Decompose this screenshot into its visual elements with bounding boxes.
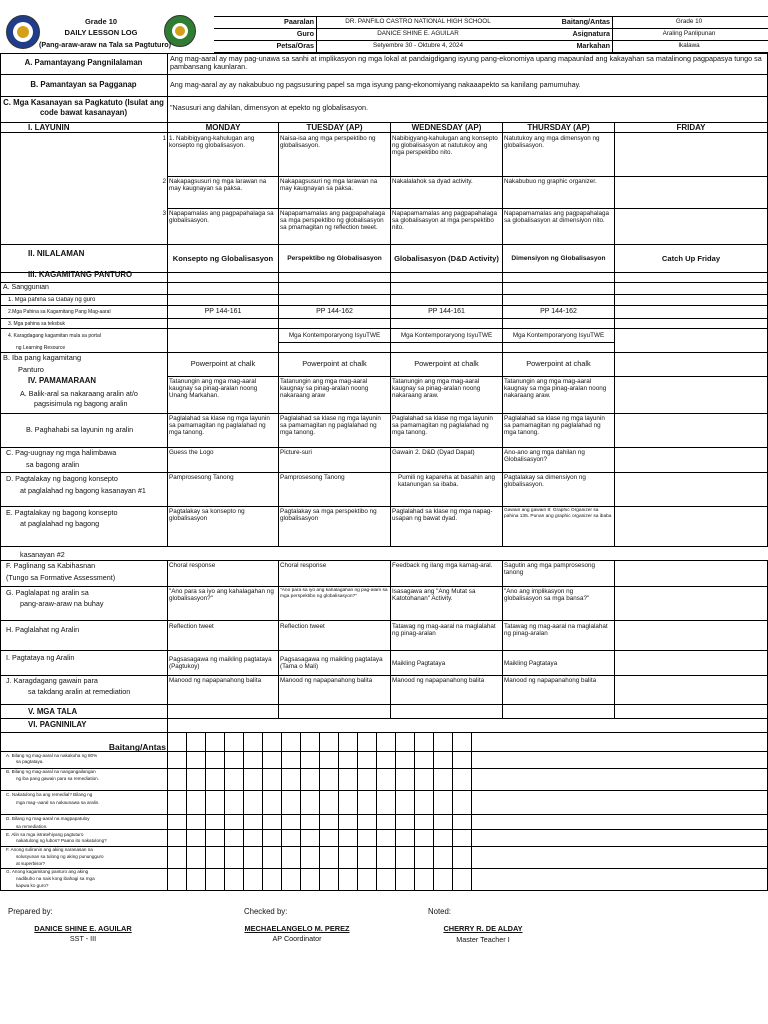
- pamamaraan-row-label: J. Karagdagang gawain para: [6, 677, 98, 685]
- pamamaraan-row-label: A. Balik-aral sa nakaraang aralin at/o: [20, 390, 138, 398]
- layunin-cell: 1. Nabibigyang-kahulugan ang konsepto ng globalisasyon.: [169, 135, 255, 150]
- pagninilay-item: sa pagtataya.: [16, 759, 44, 764]
- layunin-cell: Nakapagsusuri ng mga larawan na may kaugnayan sa paksa.: [280, 178, 378, 193]
- day-tuesday: TUESDAY (AP): [306, 123, 363, 132]
- standard-label-a: A. Pamantayang Pangnilalaman: [24, 58, 143, 67]
- pamamaraan-cell: Reflection tweet: [280, 623, 325, 630]
- grid-line: [452, 732, 453, 890]
- grid-line: [167, 732, 168, 890]
- grade-title: Grade 10: [84, 18, 118, 26]
- pamamaraan-row-label: H. Paglalahat ng Aralin: [6, 626, 80, 634]
- teksbuk-cell: Mga Kontemporaryong IsyuTWE: [512, 332, 605, 339]
- pamamaraan-cell: "Ano ang implikasyon ng globalisasyon sa mga bansa?": [504, 588, 590, 603]
- pamamaraan-row-label: B. Paghahabi sa layunin ng aralin: [26, 426, 134, 434]
- pamamaraan-cell: Manood ng napapanahong balita: [392, 677, 485, 684]
- grid-line: [376, 732, 377, 890]
- pamamaraan-row-label: I. Pagtataya ng Aralin: [6, 654, 75, 662]
- field-value-asignatura: Araling Panlipunan: [662, 30, 716, 37]
- prepared-name: DANICE SHINE E. AGUILAR: [34, 925, 132, 933]
- layunin-cell: Naisa-isa ang mga perspektibo ng globalisasyon.: [280, 135, 376, 150]
- nilalaman-cell: Dimensiyon ng Globalisasyon: [511, 255, 606, 262]
- pamamaraan-cell: Pagtalakay sa dimensiyon ng globalisasyon.: [504, 474, 586, 489]
- pamamaraan-cell: Tatawag ng mag-aaral na maglalahat ng pinag-aralan: [504, 623, 608, 638]
- field-label-asignatura: Asignatura: [572, 30, 610, 38]
- nilalaman-cell: Catch Up Friday: [661, 254, 721, 263]
- teksbuk-label: 3. Mga pahina sa teksbuk: [8, 321, 65, 327]
- field-label-baitang: Baitang/Antas: [561, 18, 610, 26]
- pages-cell: PP 144-161: [428, 308, 465, 315]
- pamamaraan-row-label: pang-araw-araw na buhay: [20, 600, 104, 608]
- pages-cell: PP 144-162: [540, 308, 577, 315]
- kasanayan-2-label: kasanayan #2: [20, 551, 65, 559]
- pamamaraan-cell: Gawain ang gawain 8: Graphic Organizer sa pahina 135. Punan ang graphic organizer sa ibaba: [504, 508, 612, 519]
- portal-label-2: ng Learning Resource: [16, 345, 66, 351]
- grid-line: [224, 732, 225, 890]
- iba-cell: Powerpoint at chalk: [302, 360, 367, 368]
- pamamaraan-cell: Paglalahad sa klase ng mga layunin sa pamamagitan ng paglalahad ng mga tanong.: [392, 415, 493, 437]
- field-value-paaralan: DR. PANFILO CASTRO NATIONAL HIGH SCHOOL: [345, 18, 491, 25]
- day-monday: MONDAY: [205, 123, 241, 132]
- pamamaraan-cell: Ano-ano ang mga dahilan ng Globalisasyon?: [504, 449, 585, 464]
- checked-title: AP Coordinator: [272, 935, 322, 943]
- pamamaraan-cell: Pagsasagawa ng maikling pagtataya (Pagtukoy): [169, 656, 272, 671]
- prepared-title: SST - III: [69, 935, 97, 943]
- pamamaraan-cell: Guess the Logo: [169, 449, 214, 456]
- pagninilay-item: kapwa ko guro?: [16, 883, 49, 888]
- standard-text-b: Ang mag-aaral ay ay nakabubuo ng pagsusuring papel sa mga isyung pang-ekonomiyang nakaaapekto sa kanilang pamumuhay.: [170, 81, 581, 89]
- grid-line: [395, 732, 396, 890]
- pamamaraan-row-label: E. Pagtalakay ng bagong konsepto: [6, 509, 118, 517]
- pagninilay-item: A. Bilang ng mag-aaral na nakakuha ng 80%: [6, 753, 98, 758]
- pamamaraan-cell: Paglalahad sa klase ng mga layunin sa pamamagitan ng paglalahad ng mga tanong.: [504, 415, 605, 437]
- noted-title: Master Teacher I: [456, 936, 510, 944]
- pagninilay-item: D. Bilang ng mag-aaral na magpapatuloy: [6, 816, 90, 821]
- pamamaraan-label: IV. PAMAMARAAN: [28, 376, 97, 385]
- pamamaraan-row-label: at paglalahad ng bagong: [20, 520, 100, 528]
- pamamaraan-cell: Feedback ng ilang mga kamag-aral.: [392, 562, 493, 569]
- pamamaraan-cell: Manood ng napapanahong balita: [280, 677, 373, 684]
- kagamitan-mag-aaral-label: 2.Mga Pahina sa Kagamitang Pang Mag-aaral: [8, 309, 111, 315]
- layunin-cell: Napapamalas ang pagpapahalaga sa globalisasyon.: [169, 210, 274, 225]
- standard-text-c: "Nasusuri ang dahilan, dimensyon at epekto ng globalisasyon.: [170, 104, 368, 112]
- prepared-by-label: Prepared by:: [8, 907, 53, 916]
- pagninilay-item: ng iba pang gawain para sa remediation.: [16, 776, 99, 781]
- layunin-cell: Natutukoy ang mga dimensyon ng globalisasyon.: [504, 135, 600, 150]
- pamamaraan-row-label: D. Pagtalakay ng bagong konsepto: [6, 475, 118, 483]
- checked-by-label: Checked by:: [244, 907, 288, 916]
- nilalaman-cell: Globalisasyon (D&D Activity): [394, 254, 499, 263]
- layunin-cell: Nakabubuo ng graphic organizer.: [504, 178, 597, 185]
- field-value-guro: DANICE SHINE E. AGUILAR: [377, 30, 459, 37]
- pamamaraan-cell: Tatanungin ang mga mag-aaral kaugnay sa pinag-aralan noong Unang Markahan.: [169, 378, 258, 400]
- grid-line: [0, 829, 768, 830]
- grid-line: [262, 732, 263, 890]
- pagninilay-item: at superbisor?: [16, 861, 46, 866]
- field-label-petsa: Petsa/Oras: [276, 42, 314, 50]
- nilalaman-cell: Perspektibo ng Globalisasyon: [287, 255, 382, 262]
- pamamaraan-row-label: F. Paglinang sa Kabihasnan: [6, 562, 96, 570]
- pagninilay-item: sa remediation.: [16, 824, 48, 829]
- pamamaraan-cell: Sagutin ang mga pamprosesong tanong: [504, 562, 596, 577]
- iba-cell: Powerpoint at chalk: [526, 360, 591, 368]
- layunin-cell: Nabibigyang-kahulugan ang konsepto ng globalisasyon at natutukoy ang mga perspektibo nito.: [392, 135, 498, 157]
- pamamaraan-cell: Pamprosesong Tanong: [169, 474, 234, 481]
- layunin-row-num: 1: [162, 135, 166, 142]
- nilalaman-cell: Konsepto ng Globalisasyon: [172, 254, 274, 263]
- teksbuk-cell: Mga Kontemporaryong IsyuTWE: [400, 332, 493, 339]
- pamamaraan-cell: Choral response: [169, 562, 216, 569]
- iba-pang-kagamitan-label-2: Panturo: [18, 366, 44, 374]
- pamamaraan-cell: Pamprosesong Tanong: [280, 474, 345, 481]
- portal-label: 4. Karagdagang kagamitan mula sa portal: [8, 333, 101, 339]
- pamamaraan-cell: Maikling Pagtataya: [392, 660, 446, 667]
- pagninilay-item: mga mag--aaral na nakaunawa sa aralin.: [16, 800, 100, 805]
- dll-subtitle: (Pang-araw-araw na Tala sa Pagtuturo): [38, 41, 172, 49]
- pagninilay-item: nadibuho na nais kong ibahagi sa mga: [16, 876, 95, 881]
- pamamaraan-cell: Gawain 2. D&D (Dyad Dapat): [392, 449, 475, 456]
- pamamaraan-cell: Maikling Pagtataya: [504, 660, 558, 667]
- grid-line: [205, 732, 206, 890]
- pamamaraan-cell: Paglalahad sa klase ng mga layunin sa pamamagitan ng paglalahad ng mga tanong.: [169, 415, 270, 437]
- grid-line: [319, 732, 320, 890]
- grid-line: [0, 790, 768, 791]
- field-label-markahan: Markahan: [576, 42, 610, 50]
- field-value-markahan: Ikalawa: [678, 42, 700, 49]
- pagninilay-item: C. Nakatulong ba ang remedial? Bilang ng: [6, 792, 93, 797]
- grid-line: [186, 732, 187, 890]
- gabay-label: 1. Mga pahina sa Gabay ng guro: [8, 297, 96, 303]
- field-label-guro: Guro: [296, 30, 314, 38]
- day-wednesday: WEDNESDAY (AP): [411, 123, 482, 132]
- grid-line: [281, 732, 282, 890]
- layunin-row-num: 3: [162, 210, 166, 217]
- iba-cell: Powerpoint at chalk: [190, 360, 256, 368]
- pamamaraan-cell: Picture-suri: [280, 449, 312, 456]
- grid-line: [357, 732, 358, 890]
- iba-cell: Powerpoint at chalk: [414, 360, 479, 368]
- layunin-cell: Nakalalahok sa dyad activity.: [392, 178, 473, 185]
- standard-label-c: C. Mga Kasanayan sa Pagkatuto (Isulat ang code bawat kasanayan): [3, 98, 164, 117]
- day-thursday: THURSDAY (AP): [527, 123, 590, 132]
- pagninilay-item: F. Anong suliranin ang aking naranasan na: [6, 847, 93, 852]
- grid-line: [300, 732, 301, 890]
- pamamaraan-cell: Pagtalakay sa konsepto ng globalisasyon: [169, 508, 245, 523]
- grid-line: [338, 732, 339, 890]
- field-value-baitang: Grade 10: [675, 18, 703, 25]
- pamamaraan-cell: Isasagawa ang "Ang Mutat sa Katotohanan" Activity.: [392, 588, 476, 603]
- mga-tala-label: V. MGA TALA: [28, 707, 78, 716]
- pamamaraan-cell: Choral response: [280, 562, 327, 569]
- pamamaraan-cell: Pumili ng kapareha at basahin ang katanungan sa ibaba.: [398, 474, 495, 489]
- noted-label: Noted:: [428, 907, 451, 916]
- pamamaraan-cell: Pagsasagawa ng maikling pagtataya (Tama o Mali): [280, 656, 383, 671]
- grid-line: [0, 890, 768, 891]
- pamamaraan-cell: "Ano para sa iyo ang kahalagahan ng pag-alam sa mga perspektibo ng globalisasyon?": [280, 588, 388, 599]
- pamamaraan-cell: Reflection tweet: [169, 623, 214, 630]
- pagninilay-baitang-label: Baitang/Antas: [108, 742, 166, 752]
- teksbuk-cell: Mga Kontemporaryong IsyuTWE: [288, 332, 381, 339]
- grid-line: [243, 732, 244, 890]
- standard-label-b: B. Pamantayan sa Pagganap: [30, 80, 137, 89]
- pamamaraan-row-label: sa takdang aralin at remediation: [28, 688, 131, 696]
- pamamaraan-cell: "Ano para sa iyo ang kahalagahan ng globalisasyon?": [169, 588, 274, 603]
- pamamaraan-row-label: C. Pag-uugnay ng mga halimbawa: [6, 449, 117, 457]
- standard-text-a: Ang mag-aaral ay may pag-unawa sa sanhi at implikasyon ng mga lokal at pandaigdigang isyung pang-ekonomiya upang mapaunlad ang kakayahan sa matalinong pagpapasya tungo sa pambansang kaunlaran.: [170, 55, 762, 72]
- pages-cell: PP 144-161: [204, 308, 242, 315]
- grid-line: [414, 732, 415, 890]
- pamamaraan-cell: Tatanungin ang mga mag-aaral kaugnay sa mga pinag-aralan noong nakaraang araw.: [504, 378, 607, 400]
- grid-line: [471, 732, 472, 890]
- pamamaraan-cell: Pagtalakay sa mga perspektibo ng globalisasyon: [280, 508, 377, 523]
- layunin-cell: Napapamamalas ang pagpapahalaga sa globalisasyon at mga perspektibo nito.: [392, 210, 498, 232]
- pagninilay-item: solusyunan sa tulong ng aking punungguro: [16, 854, 104, 859]
- layunin-cell: Napapamamalas ang pagpapahalaga sa mga perspektibo ng globalisasyon sa pmamagitan ng reflection tweet.: [280, 210, 386, 232]
- grid-line: [433, 732, 434, 890]
- pagninilay-item: nakatulong ng lubos? Paano ito nakatulong?: [16, 838, 107, 843]
- grid-line: [0, 814, 768, 815]
- kagamitan-label: III. KAGAMITANG PANTURO: [28, 271, 133, 279]
- pagninilay-item: E. Alin sa mga istratehiyang pagtuturo: [6, 832, 84, 837]
- pages-cell: PP 144-162: [316, 308, 353, 315]
- pamamaraan-cell: Paglalahad sa klase ng mga napag-usapan ng bawat dyad.: [392, 508, 493, 523]
- layunin-cell: Napapamamalas ang pagpapahalaga sa globalisasyon at dimensiyon nito.: [504, 210, 610, 225]
- layunin-cell: Nakapagsusuri ng mga larawan na may kaugnayan sa paksa.: [169, 178, 267, 193]
- layunin-row-num: 2: [162, 178, 166, 185]
- nilalaman-label: II. NILALAMAN: [28, 249, 85, 258]
- checked-name: MECHAELANGELO M. PEREZ: [244, 925, 350, 933]
- sanggunian-label: A. Sanggunian: [3, 284, 49, 291]
- day-friday: FRIDAY: [676, 123, 706, 132]
- noted-name: CHERRY R. DE ALDAY: [443, 925, 523, 933]
- layunin-label: I. LAYUNIN: [28, 123, 70, 132]
- pagninilay-item: G. Anong kagamitang panturo ang aking: [6, 869, 89, 874]
- pamamaraan-cell: Manood ng napapanahong balita: [504, 677, 597, 684]
- pagninilay-label: VI. PAGNINILAY: [28, 720, 87, 729]
- grid-line: [0, 732, 768, 733]
- grid-line: [0, 732, 1, 890]
- pamamaraan-row-label: G. Paglalapat ng aralin sa: [6, 589, 89, 597]
- pamamaraan-cell: Manood ng napapanahong balita: [169, 677, 262, 684]
- pamamaraan-cell: Tatawag ng mag-aaral na maglalahat ng pinag-aralan: [392, 623, 496, 638]
- pamamaraan-row-label: (Tungo sa Formative Assessment): [6, 574, 116, 582]
- field-label-paaralan: Paaralan: [284, 18, 314, 26]
- field-value-petsa: Setyembre 30 - Oktubre 4, 2024: [373, 42, 463, 49]
- pagninilay-item: B. Bilang ng mag-aaral na nangangailangan: [6, 769, 96, 774]
- pamamaraan-row-label: sa bagong aralin: [26, 461, 80, 469]
- pamamaraan-row-label: pagsisimula ng bagong aralin: [34, 400, 128, 408]
- pamamaraan-cell: Tatanungin ang mga mag-aaral kaugnay sa pinag-aralan noong nakaraang araw: [280, 378, 369, 400]
- pamamaraan-cell: Tatanungin ang mga mag-aaral kaugnay sa pinag-aralan noong nakaraang araw.: [392, 378, 481, 400]
- iba-pang-kagamitan-label: B. Iba pang kagamitang: [3, 354, 82, 362]
- dll-title: DAILY LESSON LOG: [64, 29, 138, 37]
- pamamaraan-row-label: at paglalahad ng bagong kasanayan #1: [20, 487, 146, 495]
- pamamaraan-cell: Paglalahad sa klase ng mga layunin sa pamamagitan ng paglalahad ng mga tanong.: [280, 415, 381, 437]
